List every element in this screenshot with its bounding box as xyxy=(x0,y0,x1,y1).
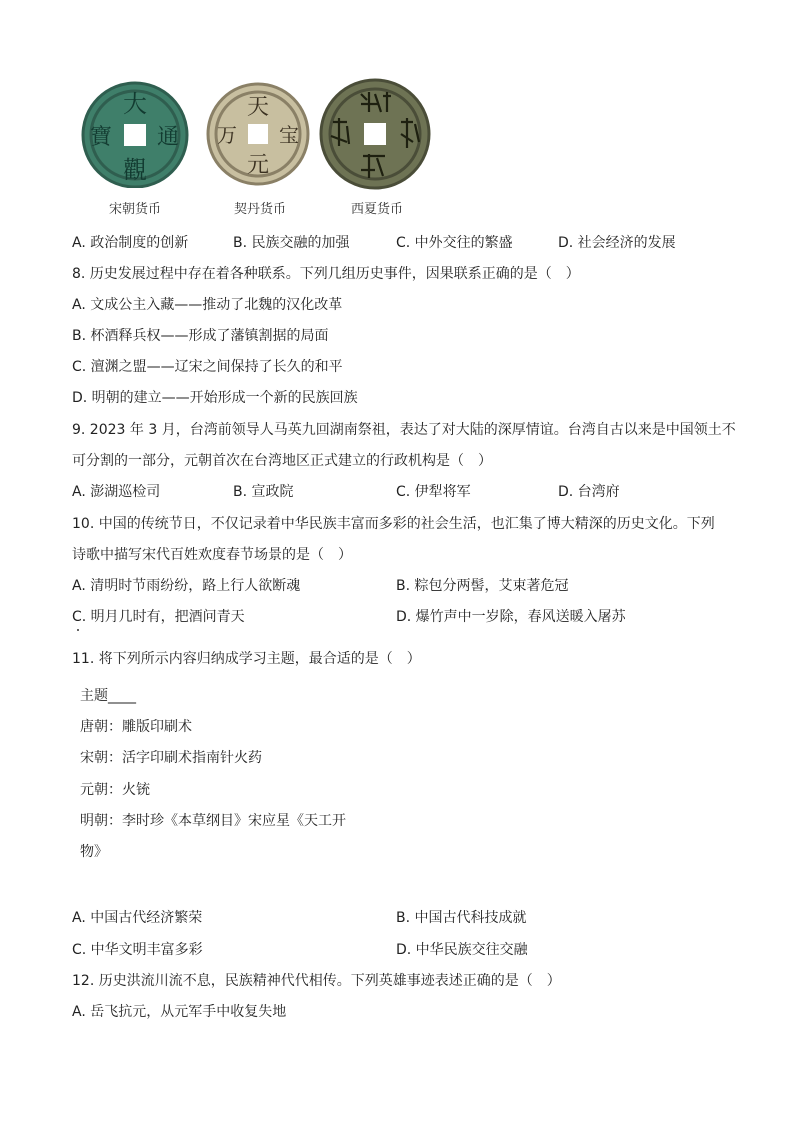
xixia-coin xyxy=(317,78,437,190)
xixia-coin-image xyxy=(317,78,437,190)
khitan-coin xyxy=(205,78,315,188)
q10-option-c: C. 明月几时有，把酒问青天 xyxy=(72,609,245,625)
q8-option-b: B. 杯酒释兵权——形成了藩镇割据的局面 xyxy=(72,328,329,344)
q7-option-d: D. 社会经济的发展 xyxy=(558,235,676,251)
q10-option-a: A. 清明时节雨纷纷，路上行人欲断魂 xyxy=(72,578,301,594)
khitan-coin-char-top: 天 xyxy=(246,95,270,120)
q11-option-d: D. 中华民族交往交融 xyxy=(396,942,528,958)
q11-option-b: B. 中国古代科技成就 xyxy=(396,910,527,926)
khitan-coin-char-bottom: 元 xyxy=(246,153,270,178)
song-coin-char-right: 通 xyxy=(156,125,180,150)
q8-option-a: A. 文成公主入藏——推动了北魏的汉化改革 xyxy=(72,297,343,313)
stray-dot xyxy=(77,629,79,631)
q9-option-d: D. 台湾府 xyxy=(558,484,620,500)
song-coin-char-bottom: 觀 xyxy=(123,156,147,184)
khitan-coin-char-left: 万 xyxy=(217,123,237,147)
song-coin-image xyxy=(77,78,201,188)
q11-option-a: A. 中国古代经济繁荣 xyxy=(72,910,203,926)
q9-option-b: B. 宣政院 xyxy=(233,484,294,500)
q9-stem-line2: 可分割的一部分，元朝首次在台湾地区正式建立的行政机构是（ ） xyxy=(72,453,492,469)
q11-box-yuan: 元朝：火铳 xyxy=(80,782,150,798)
song-coin-hole xyxy=(124,124,146,146)
q12-option-a: A. 岳飞抗元，从元军手中收复失地 xyxy=(72,1004,287,1020)
q11-box-theme: 主题____ xyxy=(80,688,136,704)
q10-option-d: D. 爆竹声中一岁除，春风送暖入屠苏 xyxy=(396,609,626,625)
q8-stem: 8. 历史发展过程中存在着各种联系。下列几组历史事件，因果联系正确的是（ ） xyxy=(72,266,580,282)
q10-stem-line1: 10. 中国的传统节日，不仅记录着中华民族丰富而多彩的社会生活，也汇集了博大精深的历史文化。下列 xyxy=(72,516,715,532)
song-coin xyxy=(77,78,201,188)
song-coin-caption: 宋朝货币 xyxy=(108,202,161,217)
q8-option-d: D. 明朝的建立——开始形成一个新的民族回族 xyxy=(72,390,358,406)
q7-option-c: C. 中外交往的繁盛 xyxy=(396,235,513,251)
q9-stem-line1: 9. 2023 年 3 月，台湾前领导人马英九回湖南祭祖，表达了对大陆的深厚情谊。台湾自古以来是中国领土不 xyxy=(72,422,736,438)
q11-stem: 11. 将下列所示内容归纳成学习主题，最合适的是（ ） xyxy=(72,651,421,667)
q7-option-a: A. 政治制度的创新 xyxy=(72,235,189,251)
q11-box-song: 宋朝：活字印刷术指南针火药 xyxy=(80,750,262,766)
khitan-coin-char-right: 宝 xyxy=(279,123,299,147)
q11-option-c: C. 中华文明丰富多彩 xyxy=(72,942,203,958)
khitan-coin-hole xyxy=(248,124,268,144)
q11-box-ming-cont: 物》 xyxy=(80,844,108,860)
q12-stem: 12. 历史洪流川流不息，民族精神代代相传。下列英雄事迹表述正确的是（ ） xyxy=(72,973,561,989)
q11-box-tang: 唐朝：雕版印刷术 xyxy=(80,719,192,735)
xixia-coin-caption: 西夏货币 xyxy=(350,202,403,217)
q9-option-c: C. 伊犁将军 xyxy=(396,484,471,500)
khitan-coin-image xyxy=(205,78,315,188)
q10-stem-line2: 诗歌中描写宋代百姓欢度春节场景的是（ ） xyxy=(72,547,352,563)
song-coin-char-left: 寶 xyxy=(89,125,113,150)
xixia-coin-hole xyxy=(364,123,386,145)
q10-option-b: B. 粽包分两髻，艾束著危冠 xyxy=(396,578,569,594)
q11-box-ming: 明朝：李时珍《本草纲目》宋应星《天工开 xyxy=(80,813,346,829)
coin-images xyxy=(77,78,437,218)
song-coin-char-top: 大 xyxy=(123,90,147,118)
q9-option-a: A. 澎湖巡检司 xyxy=(72,484,161,500)
q7-option-b: B. 民族交融的加强 xyxy=(233,235,350,251)
q8-option-c: C. 澶渊之盟——辽宋之间保持了长久的和平 xyxy=(72,359,343,375)
khitan-coin-caption: 契丹货币 xyxy=(233,202,286,217)
